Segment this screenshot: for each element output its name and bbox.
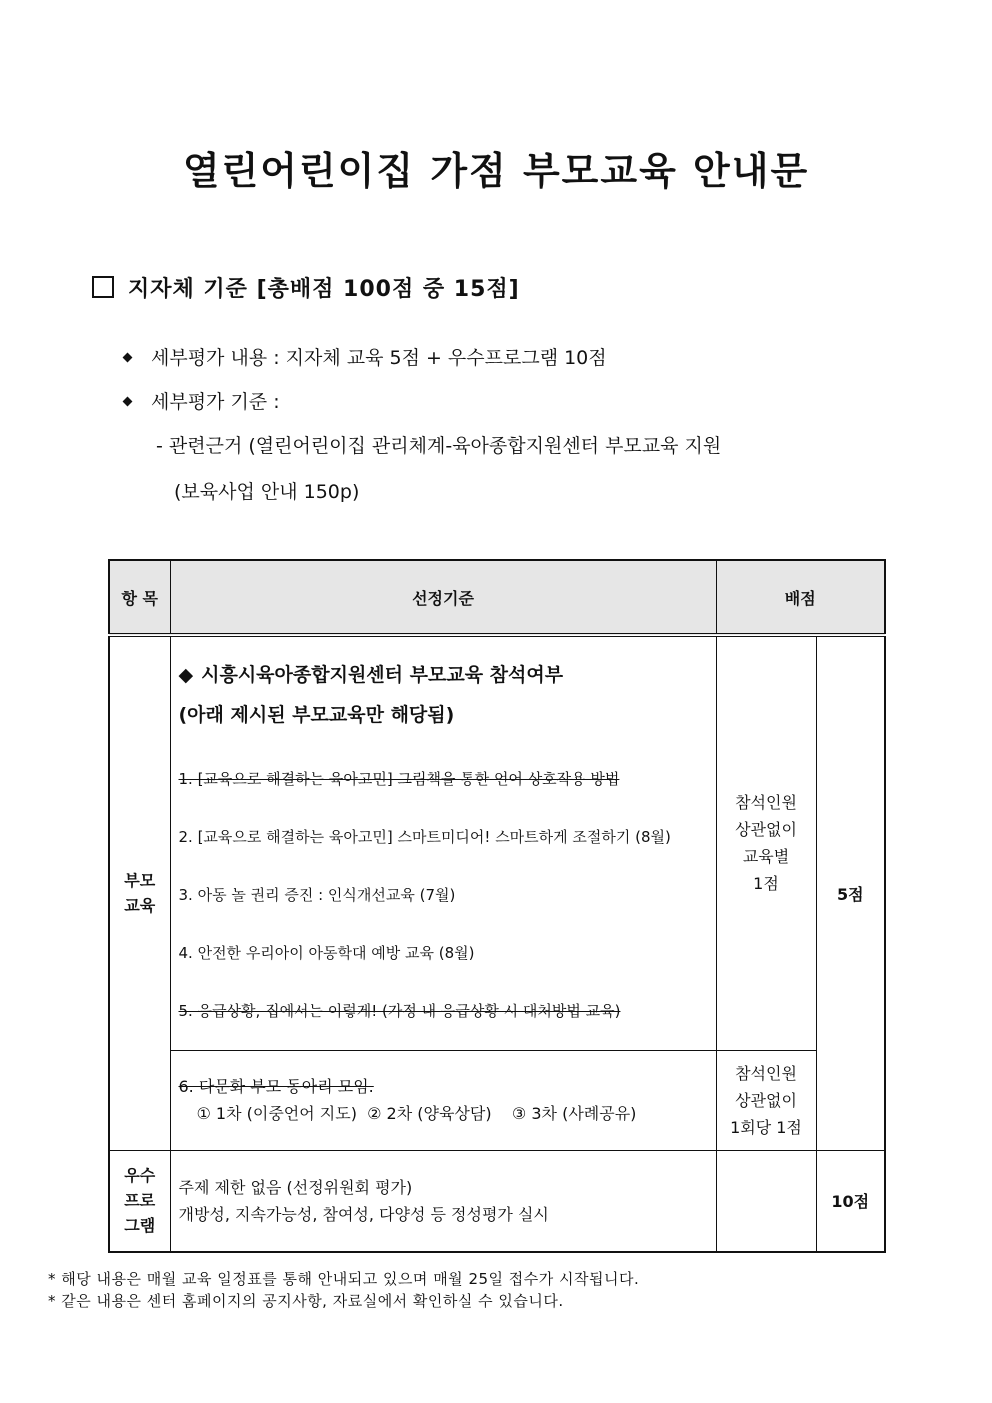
list-item: 5. 응급상황, 집에서는 이렇게! (가정 내 응급상황 시 대처방법 교육) bbox=[178, 1002, 621, 1020]
footnote: * 같은 내용은 센터 홈페이지의 공지사항, 자료실에서 확인하실 수 있습니다. bbox=[48, 1292, 564, 1310]
bullet-text: 세부평가 기준 : bbox=[151, 391, 280, 413]
header-points: 배점 bbox=[716, 560, 885, 635]
club-points-rule bbox=[716, 1050, 816, 1150]
list-item: 4. 안전한 우리아이 아동학대 예방 교육 (8월) bbox=[178, 944, 475, 962]
points-text: 참석인원 bbox=[735, 793, 797, 813]
score-excellent: 10점 bbox=[816, 1150, 885, 1252]
diamond-bullet-icon bbox=[123, 397, 133, 407]
basis-line: - 관련근거 (열린어린이집 관리체계-육아종합지원센터 부모교육 지원 bbox=[156, 435, 722, 457]
criteria-cell bbox=[170, 635, 716, 1050]
list-item: 2. [교육으로 해결하는 육아고민] 스마트미디어! 스마트하게 조절하기 (8월) bbox=[178, 828, 671, 846]
category-text: 그램 bbox=[124, 1216, 156, 1236]
points-text: 1회당 1점 bbox=[730, 1117, 802, 1137]
basis-line: (보육사업 안내 150p) bbox=[174, 481, 360, 503]
bullet-item bbox=[124, 387, 280, 414]
bullet-item bbox=[124, 343, 607, 370]
club-item: 6. 다문화 부모 동아리 모임. bbox=[178, 1077, 374, 1096]
list-item: 3. 아동 놀 권리 증진 : 인식개선교육 (7월) bbox=[178, 886, 456, 904]
criteria-heading bbox=[179, 655, 708, 695]
points-text: 상관없이 bbox=[735, 820, 797, 840]
bullet-text: 세부평가 내용 : 지자체 교육 5점 + 우수프로그램 10점 bbox=[151, 347, 607, 369]
category-text: 프로 bbox=[124, 1191, 156, 1211]
score-parent-edu: 5점 bbox=[816, 635, 885, 1150]
list-item: 1. [교육으로 해결하는 육아고민] 그림책을 통한 언어 상호작용 방법 bbox=[178, 770, 620, 788]
points-text: 1점 bbox=[753, 874, 779, 894]
club-cell bbox=[170, 1050, 716, 1150]
criteria-heading-text: 시흥시육아종합지원센터 부모교육 참석여부 bbox=[201, 664, 564, 686]
points-text: 교육별 bbox=[742, 847, 790, 867]
category-excellent bbox=[109, 1150, 170, 1252]
section-heading bbox=[92, 272, 520, 303]
footnote: * 해당 내용은 매월 교육 일정표를 통해 안내되고 있으며 매월 25일 접수가 시작됩니다. bbox=[48, 1270, 640, 1288]
category-parent-edu bbox=[109, 635, 170, 1150]
table-row bbox=[109, 635, 885, 1050]
diamond-bullet-icon bbox=[123, 353, 133, 363]
section-heading-text: 지자체 기준 [총배점 100점 중 15점] bbox=[128, 277, 520, 302]
header-criteria: 선정기준 bbox=[170, 560, 716, 635]
category-text: 부모 bbox=[124, 871, 156, 891]
criteria-table bbox=[108, 559, 886, 1253]
excellent-criteria bbox=[170, 1150, 716, 1252]
category-text: 우수 bbox=[124, 1166, 156, 1186]
points-text: 상관없이 bbox=[735, 1090, 797, 1110]
footnotes bbox=[48, 1268, 639, 1312]
diamond-bullet-icon: ◆ bbox=[178, 664, 194, 686]
points-rule bbox=[716, 635, 816, 1050]
club-sessions: ① 1차 (이중언어 지도) ② 2차 (양육상담) ③ 3차 (사례공유) bbox=[196, 1104, 637, 1123]
criteria-subheading: (아래 제시된 부모교육만 해당됨) bbox=[178, 704, 455, 726]
table-row bbox=[109, 1150, 885, 1252]
checkbox-square-icon bbox=[92, 276, 114, 298]
empty-cell bbox=[716, 1150, 816, 1252]
header-item: 항 목 bbox=[109, 560, 170, 635]
criteria-text: 개방성, 지속가능성, 참여성, 다양성 등 정성평가 실시 bbox=[178, 1204, 549, 1224]
page-title: 열린어린이집 가점 부모교육 안내문 bbox=[182, 149, 810, 193]
category-text: 교육 bbox=[124, 896, 156, 916]
criteria-text: 주제 제한 없음 (선정위원회 평가) bbox=[178, 1177, 413, 1197]
table-row bbox=[109, 1050, 885, 1150]
table-header-row bbox=[109, 560, 885, 635]
points-text: 참석인원 bbox=[735, 1063, 797, 1083]
